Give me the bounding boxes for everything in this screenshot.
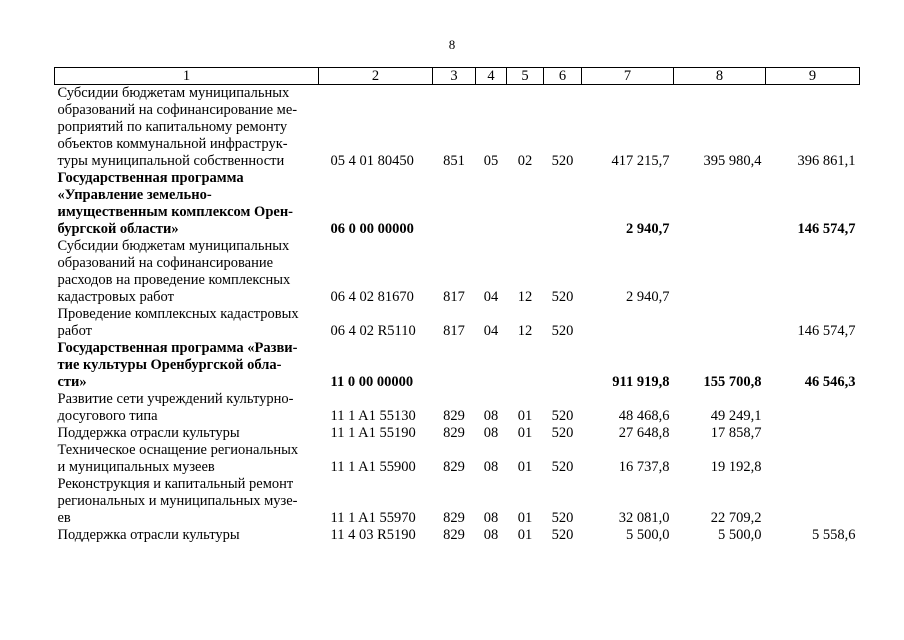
table-row bbox=[55, 238, 860, 306]
row-col-5: 01 bbox=[517, 510, 533, 526]
row-col-8: 155 700,8 bbox=[703, 374, 762, 390]
row-code: 06 4 02 81670 bbox=[330, 289, 414, 305]
row-col-8: 5 500,0 bbox=[718, 527, 762, 543]
row-col-4: 08 bbox=[483, 425, 499, 441]
row-col-4: 08 bbox=[483, 510, 499, 526]
header-col-3: 3 bbox=[433, 68, 476, 85]
table-row bbox=[55, 306, 860, 340]
table-row bbox=[55, 425, 860, 442]
row-col-7: 2 940,7 bbox=[626, 289, 670, 305]
row-name-line: Субсидии бюджетам муниципальных bbox=[57, 85, 290, 101]
row-name-line: досугового типа bbox=[57, 408, 158, 424]
row-col-8: 49 249,1 bbox=[710, 408, 762, 424]
page-number: 8 bbox=[448, 37, 456, 52]
row-name bbox=[55, 391, 319, 425]
row-name-line: Реконструкция и капитальный ремонт bbox=[57, 476, 294, 492]
row-name-line: тие культуры Оренбургской обла- bbox=[57, 357, 282, 373]
row-col-8: 395 980,4 bbox=[703, 153, 762, 169]
row-col-4 bbox=[476, 340, 507, 391]
table-row bbox=[55, 476, 860, 527]
row-col-7: 48 468,6 bbox=[618, 408, 670, 424]
row-name-line: роприятий по капитальному ремонту bbox=[57, 119, 288, 135]
row-col-7: 32 081,0 bbox=[618, 510, 670, 526]
table-row bbox=[55, 527, 860, 544]
row-col-6: 520 bbox=[551, 408, 574, 424]
row-col-6: 520 bbox=[551, 459, 574, 475]
row-col-6: 520 bbox=[551, 527, 574, 543]
row-col-9: 146 574,7 bbox=[797, 221, 856, 237]
row-name-line: Субсидии бюджетам муниципальных bbox=[57, 238, 290, 254]
row-col-4: 08 bbox=[483, 459, 499, 475]
row-col-3: 817 bbox=[443, 323, 465, 339]
row-name-line: Государственная программа bbox=[57, 170, 244, 186]
row-name-line: и муниципальных музеев bbox=[57, 459, 215, 475]
row-code: 11 4 03 R5190 bbox=[330, 527, 416, 543]
row-code: 11 1 A1 55190 bbox=[330, 425, 416, 441]
table-row bbox=[55, 85, 860, 171]
row-name bbox=[55, 425, 319, 442]
row-col-8 bbox=[674, 306, 766, 340]
row-name-line: сти» bbox=[57, 374, 87, 390]
row-col-8 bbox=[674, 170, 766, 238]
row-col-4: 08 bbox=[483, 527, 499, 543]
header-col-1: 1 bbox=[55, 68, 319, 85]
row-col-7: 417 215,7 bbox=[611, 153, 670, 169]
row-col-4: 04 bbox=[483, 289, 499, 305]
row-code: 11 1 A1 55130 bbox=[330, 408, 416, 424]
row-name-line: региональных и муниципальных музе- bbox=[57, 493, 298, 509]
row-name-line: Поддержка отрасли культуры bbox=[57, 527, 240, 543]
row-name-line: образований на софинансирование bbox=[57, 255, 274, 271]
header-col-6: 6 bbox=[544, 68, 582, 85]
row-col-5: 01 bbox=[517, 425, 533, 441]
row-name-line: бургской области» bbox=[57, 221, 179, 237]
row-col-8 bbox=[674, 238, 766, 306]
table-body bbox=[55, 85, 860, 545]
header-col-4: 4 bbox=[476, 68, 507, 85]
header-col-8: 8 bbox=[674, 68, 766, 85]
row-col-7: 911 919,8 bbox=[612, 374, 670, 390]
row-code: 05 4 01 80450 bbox=[330, 153, 414, 169]
row-name-line: туры муниципальной собственности bbox=[57, 153, 285, 169]
row-col-7: 16 737,8 bbox=[618, 459, 670, 475]
row-name-line: работ bbox=[57, 323, 92, 339]
row-col-8: 19 192,8 bbox=[710, 459, 762, 475]
row-name bbox=[55, 170, 319, 238]
row-col-9: 46 546,3 bbox=[804, 374, 856, 390]
budget-table bbox=[54, 67, 860, 544]
row-col-5 bbox=[507, 170, 544, 238]
row-col-7: 5 500,0 bbox=[626, 527, 670, 543]
header-row bbox=[55, 68, 860, 85]
row-col-3: 851 bbox=[443, 153, 465, 169]
row-col-9 bbox=[766, 425, 860, 442]
row-col-6: 520 bbox=[551, 510, 574, 526]
header-col-7: 7 bbox=[582, 68, 674, 85]
row-col-5: 01 bbox=[517, 408, 533, 424]
row-name-line: образований на софинансирование ме- bbox=[57, 102, 298, 118]
row-name bbox=[55, 85, 319, 171]
row-col-5: 12 bbox=[517, 323, 533, 339]
row-col-4: 08 bbox=[483, 408, 499, 424]
row-col-5: 01 bbox=[517, 459, 533, 475]
row-col-5 bbox=[507, 340, 544, 391]
row-col-9 bbox=[766, 391, 860, 425]
row-name-line: Государственная программа «Разви- bbox=[57, 340, 298, 356]
row-col-9: 396 861,1 bbox=[797, 153, 856, 169]
row-name-line: имущественным комплексом Орен- bbox=[57, 204, 293, 220]
row-col-6: 520 bbox=[551, 153, 574, 169]
row-col-3: 829 bbox=[443, 459, 465, 475]
row-name bbox=[55, 527, 319, 544]
row-name bbox=[55, 476, 319, 527]
row-col-7: 2 940,7 bbox=[626, 221, 670, 237]
row-name-line: Поддержка отрасли культуры bbox=[57, 425, 240, 441]
row-col-7 bbox=[582, 306, 674, 340]
row-col-4: 04 bbox=[483, 323, 499, 339]
row-name-line: Развитие сети учреждений культурно- bbox=[57, 391, 294, 407]
row-col-4 bbox=[476, 170, 507, 238]
row-col-3 bbox=[433, 340, 476, 391]
row-col-9 bbox=[766, 476, 860, 527]
row-code: 11 1 A1 55900 bbox=[330, 459, 416, 475]
row-col-9: 5 558,6 bbox=[812, 527, 856, 543]
row-name-line: расходов на проведение комплексных bbox=[57, 272, 291, 288]
table-row bbox=[55, 340, 860, 391]
row-col-9 bbox=[766, 238, 860, 306]
row-col-3: 817 bbox=[443, 289, 465, 305]
row-code: 06 0 00 00000 bbox=[330, 221, 414, 237]
row-col-5: 01 bbox=[517, 527, 533, 543]
row-col-5: 12 bbox=[517, 289, 533, 305]
row-col-6 bbox=[544, 170, 582, 238]
row-col-5: 02 bbox=[517, 153, 533, 169]
row-col-6: 520 bbox=[551, 425, 574, 441]
row-col-3: 829 bbox=[443, 425, 465, 441]
header-col-5: 5 bbox=[507, 68, 544, 85]
row-col-7: 27 648,8 bbox=[618, 425, 670, 441]
row-name-line: объектов коммунальной инфраструк- bbox=[57, 136, 288, 152]
row-col-6: 520 bbox=[551, 289, 574, 305]
header-col-9: 9 bbox=[766, 68, 860, 85]
row-name-line: Техническое оснащение региональных bbox=[57, 442, 299, 458]
row-col-8: 22 709,2 bbox=[710, 510, 762, 526]
row-col-3: 829 bbox=[443, 408, 465, 424]
row-col-3: 829 bbox=[443, 527, 465, 543]
row-col-6 bbox=[544, 340, 582, 391]
row-name-line: кадастровых работ bbox=[57, 289, 174, 305]
row-col-3 bbox=[433, 170, 476, 238]
row-name bbox=[55, 442, 319, 476]
row-code: 06 4 02 R5110 bbox=[330, 323, 416, 339]
row-name bbox=[55, 306, 319, 340]
row-col-3: 829 bbox=[443, 510, 465, 526]
row-col-9: 146 574,7 bbox=[797, 323, 856, 339]
row-col-9 bbox=[766, 442, 860, 476]
row-name bbox=[55, 340, 319, 391]
row-name-line: ев bbox=[57, 510, 71, 526]
row-code: 11 0 00 00000 bbox=[330, 374, 414, 390]
table-row bbox=[55, 391, 860, 425]
table-row bbox=[55, 442, 860, 476]
row-name-line: Проведение комплексных кадастровых bbox=[57, 306, 299, 322]
row-col-6: 520 bbox=[551, 323, 574, 339]
table-row bbox=[55, 170, 860, 238]
row-col-8: 17 858,7 bbox=[710, 425, 762, 441]
header-col-2: 2 bbox=[319, 68, 433, 85]
row-name bbox=[55, 238, 319, 306]
row-code: 11 1 A1 55970 bbox=[330, 510, 416, 526]
row-col-4: 05 bbox=[483, 153, 499, 169]
row-name-line: «Управление земельно- bbox=[57, 187, 212, 203]
